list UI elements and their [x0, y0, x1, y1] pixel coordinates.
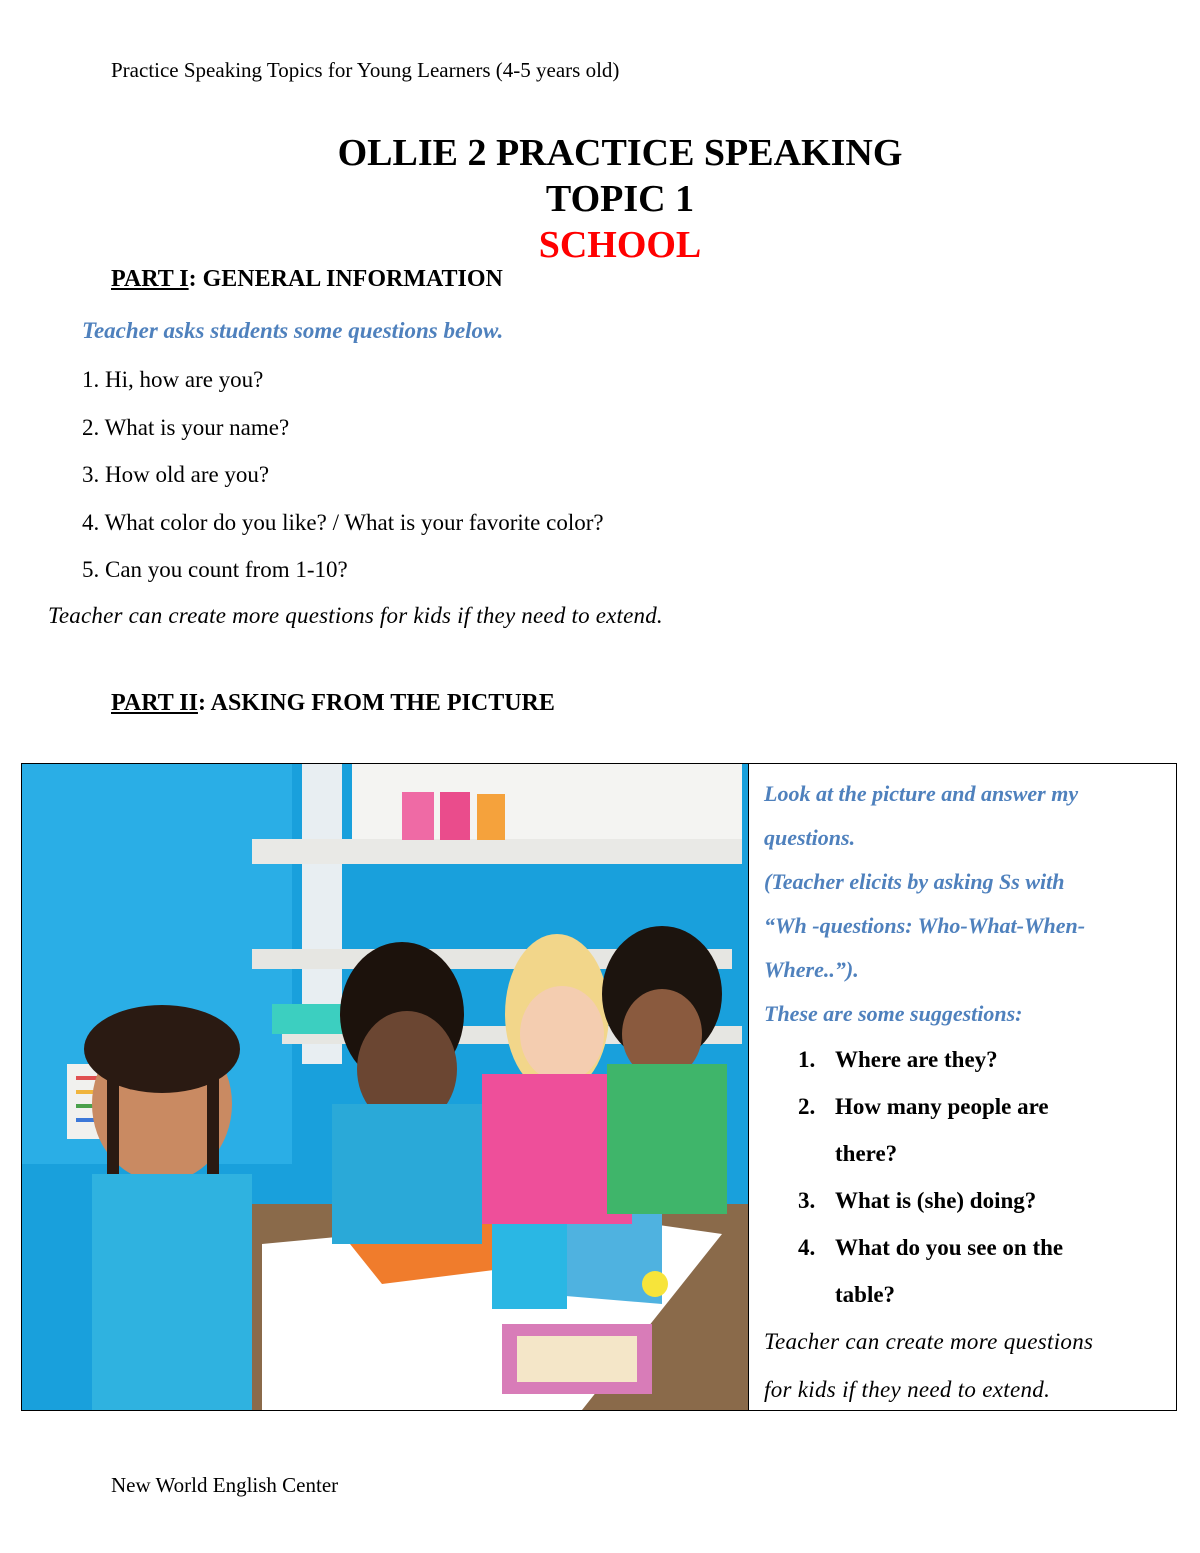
picture-question-list: [764, 1036, 1164, 1318]
classroom-photo: [22, 764, 749, 1410]
picture-box: [21, 763, 1177, 1411]
page-header: Practice Speaking Topics for Young Learners (4-5 years old): [111, 58, 620, 82]
intro-line: questions.: [764, 825, 856, 850]
question-item: 2. What is your name?: [82, 414, 290, 440]
question-number: 3.: [798, 1188, 816, 1213]
intro-line: Look at the picture and answer my: [764, 781, 1079, 806]
question-number: 2.: [798, 1094, 816, 1119]
picture-intro: [764, 772, 1164, 1036]
part-1-label: PART I: [111, 266, 189, 292]
picture-questions-panel: [764, 772, 1164, 1414]
part-2-title: : ASKING FROM THE PICTURE: [197, 690, 555, 716]
question-text-line: Where are they?: [835, 1047, 998, 1072]
intro-line: Where..”).: [764, 957, 859, 982]
title-line-1: OLLIE 2 PRACTICE SPEAKING: [337, 132, 903, 174]
note-line: for kids if they need to extend.: [764, 1377, 1051, 1402]
question-item: 5. Can you count from 1-10?: [82, 557, 348, 582]
part-1-question-list: [82, 365, 604, 603]
part-1-instruction: Teacher asks students some questions below.: [82, 318, 504, 343]
question-item: 3. How old are you?: [82, 462, 270, 487]
question-text-line: How many people are: [835, 1094, 1049, 1119]
question-text-line: What is (she) doing?: [835, 1188, 1037, 1213]
picture-question-item: [764, 1036, 1164, 1083]
question-number: 1.: [798, 1047, 816, 1072]
question-text-line: table?: [835, 1282, 896, 1307]
intro-line: These are some suggestions:: [764, 1001, 1023, 1026]
intro-line: (Teacher elicits by asking Ss with: [764, 869, 1065, 894]
title-block: [0, 130, 1200, 268]
intro-line: “Wh -questions: Who-What-When-: [764, 913, 1086, 938]
title-line-2: TOPIC 1: [545, 178, 695, 220]
question-text-line: there?: [835, 1141, 898, 1166]
question-number: 4.: [798, 1235, 816, 1260]
topic-name: SCHOOL: [538, 224, 702, 266]
part-2-heading: [111, 690, 555, 717]
question-item: 1. Hi, how are you?: [82, 367, 264, 392]
question-item: 4. What color do you like? / What is your favorite color?: [82, 509, 604, 535]
part-1-title: : GENERAL INFORMATION: [188, 266, 503, 292]
note-line: Teacher can create more questions: [764, 1329, 1094, 1354]
part-1-note: Teacher can create more questions for kids if they need to extend.: [48, 603, 663, 628]
picture-question-item: [764, 1177, 1164, 1224]
picture-note: [764, 1318, 1164, 1414]
part-1-heading: [111, 266, 503, 293]
picture-question-item: [764, 1224, 1164, 1318]
part-2-label: PART II: [111, 690, 198, 716]
picture-question-item: [764, 1083, 1164, 1177]
page-footer: New World English Center: [111, 1473, 339, 1497]
question-text-line: What do you see on the: [835, 1235, 1064, 1260]
